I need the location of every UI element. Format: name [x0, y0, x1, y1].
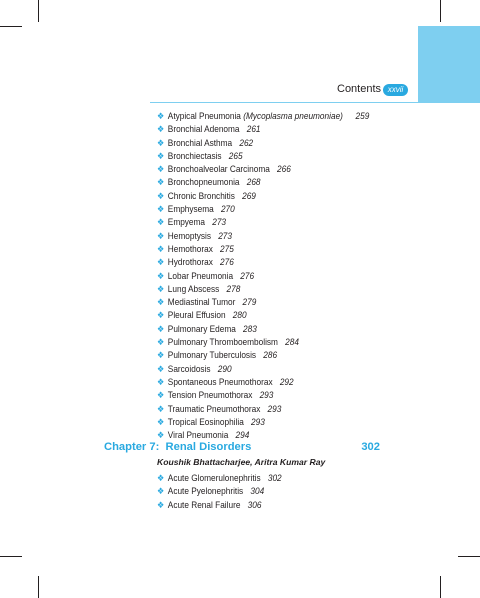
toc-entry-page: 278 — [226, 283, 241, 294]
toc-entry-label: Emphysema — [167, 204, 214, 215]
diamond-bullet-icon: ❖ — [157, 270, 165, 281]
toc-entry — [157, 472, 282, 485]
toc-entry-page: 283 — [243, 323, 257, 334]
toc-entry-page: 279 — [242, 297, 257, 308]
diamond-bullet-icon: ❖ — [157, 283, 165, 294]
diamond-bullet-icon: ❖ — [157, 473, 165, 483]
toc-entry — [157, 485, 282, 498]
toc-entry — [157, 230, 369, 243]
toc-entry-label-italic: (Mycoplasma pneumoniae) — [243, 111, 343, 121]
toc-list — [157, 110, 393, 442]
diamond-bullet-icon: ❖ — [157, 310, 165, 321]
toc-entry-label: Pulmonary Thromboembolism — [167, 337, 278, 348]
toc-entry — [157, 110, 369, 123]
crop-mark — [0, 556, 22, 557]
page-edge-tab — [418, 26, 480, 102]
toc-entry-page: 290 — [217, 363, 232, 374]
toc-entry — [157, 309, 369, 322]
toc-entry-label: Acute Renal Failure — [167, 499, 241, 510]
toc-entry-page: 280 — [232, 310, 247, 321]
toc-entry-label: Bronchial Asthma — [167, 137, 233, 148]
diamond-bullet-icon: ❖ — [157, 217, 165, 228]
toc-entry-page: 304 — [250, 486, 265, 497]
toc-entry — [157, 176, 369, 189]
header-rule — [150, 102, 480, 103]
chapter-authors: Koushik Bhattacharjee, Aritra Kumar Ray — [157, 457, 326, 467]
toc-entry-page: 262 — [239, 137, 254, 148]
toc-entry-label: Mediastinal Tumor — [167, 297, 236, 308]
toc-entry-page: 292 — [279, 376, 294, 387]
toc-entry-label: Pulmonary Edema — [167, 323, 236, 334]
toc-entry-label: Bronchial Adenoma — [167, 124, 240, 135]
toc-entry-page: 259 — [355, 111, 370, 121]
crop-mark — [38, 0, 39, 22]
diamond-bullet-icon: ❖ — [157, 363, 165, 374]
toc-entry-page: 269 — [242, 190, 256, 201]
toc-entry-page: 276 — [220, 257, 234, 268]
toc-entry — [157, 150, 369, 163]
toc-entry-label: Bronchopneumonia — [167, 177, 240, 188]
toc-entry — [157, 296, 369, 309]
diamond-bullet-icon: ❖ — [157, 204, 165, 215]
toc-list-chapter-7 — [157, 472, 296, 512]
toc-entry-page: 293 — [267, 403, 282, 414]
diamond-bullet-icon: ❖ — [157, 230, 165, 241]
toc-entry-label: Hydrothorax — [167, 257, 213, 268]
toc-entry — [157, 403, 369, 416]
toc-entry-page: 261 — [246, 124, 261, 135]
diamond-bullet-icon: ❖ — [157, 499, 165, 510]
diamond-bullet-icon: ❖ — [157, 297, 165, 308]
diamond-bullet-icon: ❖ — [157, 137, 165, 148]
toc-entry-label: Bronchiectasis — [167, 150, 222, 161]
diamond-bullet-icon: ❖ — [157, 243, 165, 254]
toc-entry-page: 284 — [285, 337, 299, 348]
toc-entry-label: Traumatic Pneumothorax — [167, 403, 261, 414]
diamond-bullet-icon: ❖ — [157, 190, 165, 201]
toc-entry-label: Lung Abscess — [167, 283, 220, 294]
toc-entry-page: 273 — [218, 230, 233, 241]
diamond-bullet-icon: ❖ — [157, 416, 165, 427]
toc-entry-page: 265 — [228, 150, 243, 161]
toc-entry-label: Acute Glomerulonephritis — [167, 473, 261, 483]
diamond-bullet-icon: ❖ — [157, 323, 165, 334]
toc-entry-page: 293 — [259, 390, 274, 401]
chapter-heading — [104, 441, 380, 453]
toc-entry-label: Bronchoalveolar Carcinoma — [167, 164, 270, 175]
diamond-bullet-icon: ❖ — [157, 337, 165, 348]
toc-entry-label: Tropical Eosinophilia — [167, 416, 244, 427]
chapter-label: Chapter 7: — [104, 441, 160, 453]
toc-entry — [157, 283, 369, 296]
diamond-bullet-icon: ❖ — [157, 350, 165, 361]
toc-entry-page: 268 — [246, 177, 261, 188]
toc-entry — [157, 499, 282, 512]
toc-entry — [157, 123, 369, 136]
toc-entry — [157, 270, 369, 283]
crop-mark — [458, 556, 480, 557]
toc-entry-page: 276 — [240, 270, 255, 281]
running-header-title: Contents — [337, 83, 382, 95]
toc-entry-label: Spontaneous Pneumothorax — [167, 376, 273, 387]
diamond-bullet-icon: ❖ — [157, 150, 165, 161]
diamond-bullet-icon: ❖ — [157, 376, 165, 387]
toc-entry — [157, 323, 369, 336]
toc-entry — [157, 256, 369, 269]
toc-entry — [157, 349, 369, 362]
toc-entry-page: 266 — [277, 164, 291, 175]
toc-entry — [157, 389, 369, 402]
toc-entry — [157, 216, 369, 229]
toc-entry-label: Pleural Effusion — [167, 310, 226, 321]
toc-entry-label: Tension Pneumothorax — [167, 390, 253, 401]
crop-mark — [440, 576, 441, 598]
toc-entry — [157, 376, 369, 389]
diamond-bullet-icon: ❖ — [157, 390, 165, 401]
toc-entry-page: 275 — [220, 243, 234, 254]
diamond-bullet-icon: ❖ — [157, 486, 165, 497]
page-number-badge: xxvii — [383, 84, 408, 96]
toc-entry — [157, 416, 369, 429]
toc-entry-label: Acute Pyelonephritis — [167, 486, 244, 497]
toc-entry — [157, 203, 369, 216]
toc-entry-page: 293 — [250, 416, 265, 427]
crop-mark — [0, 26, 22, 27]
toc-entry — [157, 137, 369, 150]
toc-entry — [157, 163, 369, 176]
toc-entry-page: 302 — [267, 473, 282, 483]
diamond-bullet-icon: ❖ — [157, 403, 165, 414]
toc-entry-page: 286 — [263, 350, 278, 361]
toc-entry — [157, 243, 369, 256]
toc-entry-label: Sarcoidosis — [167, 363, 211, 374]
toc-entry-page: 270 — [220, 204, 235, 215]
toc-entry-label: Hemothorax — [167, 243, 213, 254]
toc-entry — [157, 336, 369, 349]
diamond-bullet-icon: ❖ — [157, 177, 165, 188]
crop-mark — [440, 0, 441, 22]
diamond-bullet-icon: ❖ — [157, 430, 165, 441]
toc-entry-label: Atypical Pneumonia — [167, 111, 244, 121]
diamond-bullet-icon: ❖ — [157, 124, 165, 135]
toc-entry-label: Hemoptysis — [167, 230, 211, 241]
toc-entry-page: 273 — [212, 217, 227, 228]
toc-entry-page: 306 — [247, 499, 262, 510]
diamond-bullet-icon: ❖ — [157, 111, 165, 121]
chapter-title: Renal Disorders — [165, 441, 252, 453]
diamond-bullet-icon: ❖ — [157, 164, 165, 175]
toc-entry-label: Empyema — [167, 217, 206, 228]
toc-entry-page: 294 — [235, 430, 250, 441]
toc-entry — [157, 190, 369, 203]
toc-entry-label: Viral Pneumonia — [167, 430, 229, 441]
diamond-bullet-icon: ❖ — [157, 257, 165, 268]
chapter-page-number: 302 — [361, 441, 380, 453]
toc-entry — [157, 363, 369, 376]
crop-mark — [38, 576, 39, 598]
toc-entry-label: Pulmonary Tuberculosis — [167, 350, 257, 361]
toc-entry-label: Chronic Bronchitis — [167, 190, 235, 201]
toc-entry-label: Lobar Pneumonia — [167, 270, 234, 281]
